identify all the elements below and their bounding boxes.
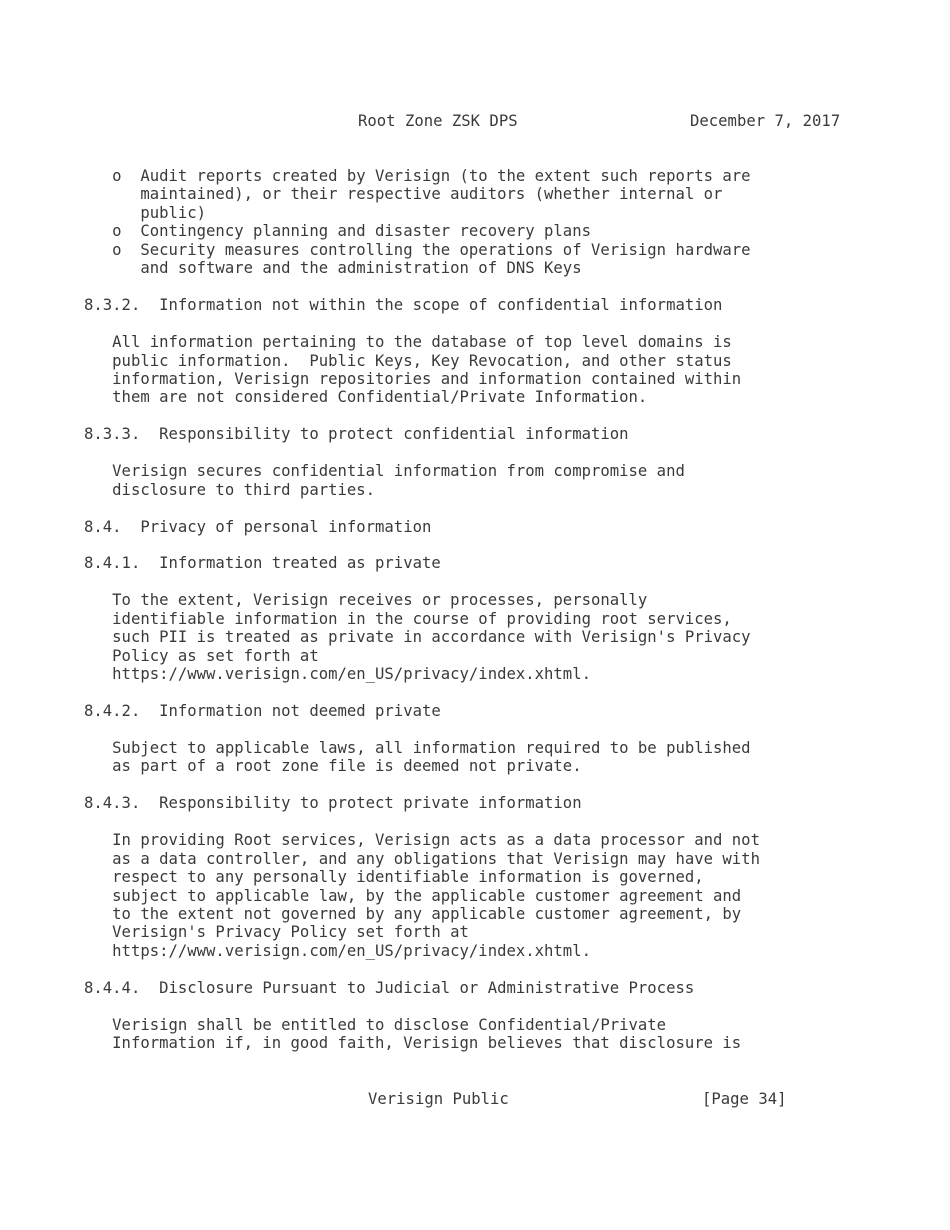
- paragraph-processor-line-6: Verisign's Privacy Policy set forth at: [84, 923, 469, 942]
- paragraph-secures-line-2: disclosure to third parties.: [84, 480, 376, 499]
- paragraph-processor-url: https://www.verisign.com/en_US/privacy/index.xhtml.: [84, 941, 591, 960]
- bullet-audit-reports-line-2: maintained), or their respective auditors (whether internal or: [84, 185, 723, 204]
- paragraph-public-info-line-3: information, Verisign repositories and information contained within: [84, 369, 742, 388]
- paragraph-pii-line-3: such PII is treated as private in accordance with Verisign's Privacy: [84, 628, 751, 647]
- paragraph-not-private-line-2: as part of a root zone file is deemed not private.: [84, 757, 582, 776]
- paragraph-public-info-line-2: public information. Public Keys, Key Revocation, and other status: [84, 351, 732, 370]
- bullet-security-measures-line-1: o Security measures controlling the operations of Verisign hardware: [84, 240, 751, 259]
- section-heading-8-3-2: 8.3.2. Information not within the scope of confidential information: [84, 296, 723, 315]
- paragraph-processor-line-2: as a data controller, and any obligations that Verisign may have with: [84, 849, 760, 868]
- paragraph-pii-line-2: identifiable information in the course of providing root services,: [84, 609, 732, 628]
- section-heading-8-4-4: 8.4.4. Disclosure Pursuant to Judicial or Administrative Process: [84, 978, 695, 997]
- section-heading-8-4-2: 8.4.2. Information not deemed private: [84, 702, 441, 721]
- paragraph-pii-line-1: To the extent, Verisign receives or processes, personally: [84, 591, 648, 610]
- paragraph-processor-line-1: In providing Root services, Verisign acts as a data processor and not: [84, 831, 760, 850]
- paragraph-disclosure-line-1: Verisign shall be entitled to disclose Confidential/Private: [84, 1015, 667, 1034]
- bullet-contingency-planning: o Contingency planning and disaster recovery plans: [84, 222, 591, 241]
- section-heading-8-4: 8.4. Privacy of personal information: [84, 517, 432, 536]
- page-header-title: Root Zone ZSK DPS: [358, 112, 518, 130]
- bullet-audit-reports-line-3: public): [84, 203, 207, 222]
- page-header-date: December 7, 2017: [690, 112, 841, 130]
- bullet-audit-reports-line-1: o Audit reports created by Verisign (to the extent such reports are: [84, 167, 751, 185]
- paragraph-processor-line-3: respect to any personally identifiable information is governed,: [84, 868, 704, 887]
- paragraph-processor-line-4: subject to applicable law, by the applicable customer agreement and: [84, 886, 742, 905]
- section-heading-8-4-1: 8.4.1. Information treated as private: [84, 554, 441, 573]
- page-footer-number: [Page 34]: [702, 1090, 787, 1108]
- section-heading-8-3-3: 8.3.3. Responsibility to protect confidential information: [84, 425, 629, 444]
- paragraph-pii-line-4: Policy as set forth at: [84, 646, 319, 665]
- paragraph-processor-line-5: to the extent not governed by any applicable customer agreement, by: [84, 905, 742, 923]
- page-footer-label: Verisign Public: [368, 1090, 509, 1108]
- paragraph-not-private-line-1: Subject to applicable laws, all information required to be published: [84, 738, 751, 757]
- section-heading-8-4-3: 8.4.3. Responsibility to protect private information: [84, 794, 582, 813]
- paragraph-public-info-line-1: All information pertaining to the database of top level domains is: [84, 333, 732, 352]
- paragraph-public-info-line-4: them are not considered Confidential/Private Information.: [84, 388, 648, 407]
- paragraph-secures-line-1: Verisign secures confidential information from compromise and: [84, 462, 685, 481]
- bullet-security-measures-line-2: and software and the administration of DNS Keys: [84, 259, 582, 278]
- paragraph-pii-url: https://www.verisign.com/en_US/privacy/index.xhtml.: [84, 665, 591, 684]
- paragraph-disclosure-line-2: Information if, in good faith, Verisign believes that disclosure is: [84, 1034, 742, 1053]
